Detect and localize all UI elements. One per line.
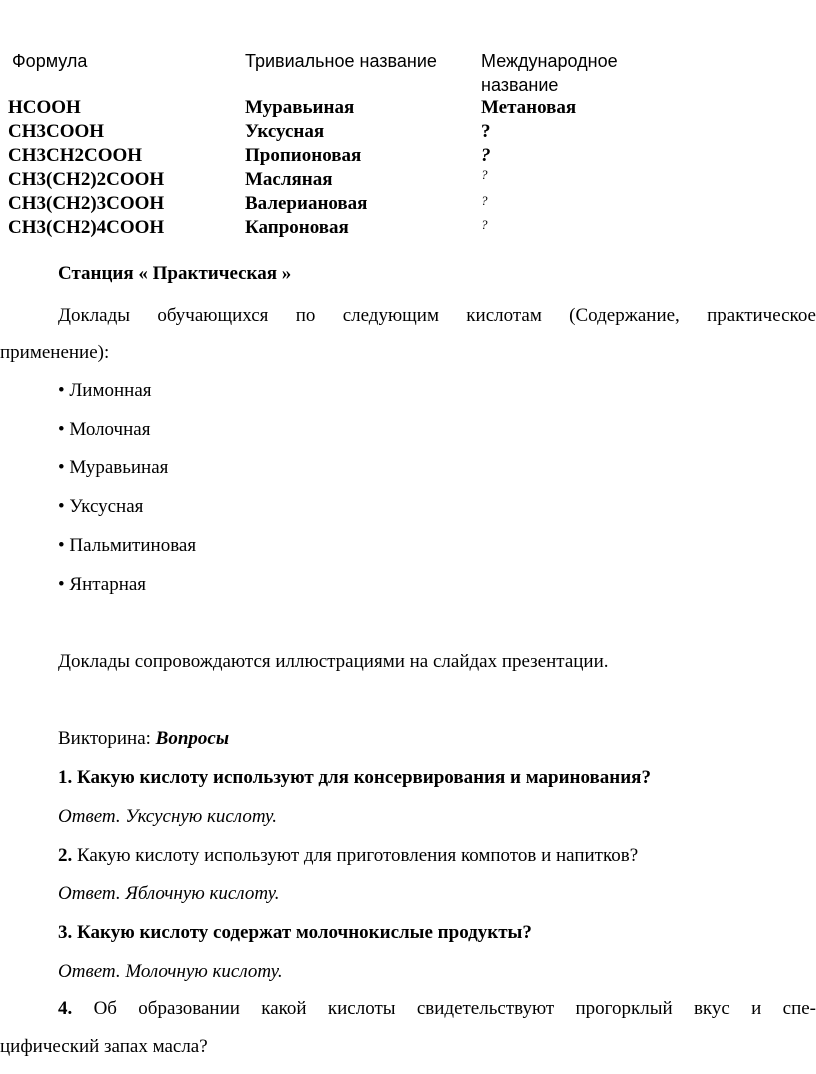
list-item: • Молочная bbox=[58, 419, 151, 440]
quiz-question-4-cont: цифический запах масла? bbox=[0, 1036, 208, 1057]
formula-cell: CH3CH2COOH bbox=[8, 145, 143, 166]
formula-cell: HCOOH bbox=[8, 97, 81, 118]
table-header-intl: Международное bbox=[481, 51, 618, 71]
trivial-name-cell: Масляная bbox=[245, 169, 333, 190]
question-number: 4. bbox=[58, 998, 73, 1019]
intl-name-cell: ? bbox=[481, 193, 488, 208]
formula-cell: CH3COOH bbox=[8, 121, 105, 142]
intl-name-cell: ? bbox=[481, 217, 488, 232]
list-item: • Янтарная bbox=[58, 574, 147, 595]
intl-name-cell: ? bbox=[481, 167, 488, 182]
trivial-name-cell: Уксусная bbox=[245, 121, 325, 142]
table-header-formula: Формула bbox=[12, 51, 88, 71]
presentation-note: Доклады сопровождаются иллюстрациями на слайдах презентации. bbox=[58, 651, 609, 672]
intro-paragraph-cont: применение): bbox=[0, 342, 110, 363]
table-row bbox=[0, 169, 816, 193]
quiz-answer-1: Ответ. Уксусную кислоту. bbox=[58, 806, 278, 827]
trivial-name-cell: Муравьиная bbox=[245, 97, 355, 118]
quiz-answer-3: Ответ. Молочную кислоту. bbox=[58, 961, 283, 982]
quiz-label bbox=[58, 727, 229, 751]
quiz-answer-2: Ответ. Яблочную кислоту. bbox=[58, 883, 280, 904]
list-item: • Пальмитиновая bbox=[58, 535, 197, 556]
list-item: • Уксусная bbox=[58, 496, 144, 517]
quiz-label-text: Викторина: bbox=[58, 728, 156, 749]
section-heading: Станция « Практическая » bbox=[58, 263, 292, 284]
list-item: • Лимонная bbox=[58, 380, 152, 401]
table-header-intl-cont: название bbox=[481, 75, 559, 95]
table-row bbox=[0, 145, 816, 169]
trivial-name-cell: Пропионовая bbox=[245, 145, 362, 166]
table-row bbox=[0, 97, 816, 121]
quiz-label-emphasis: Вопросы bbox=[155, 728, 230, 749]
quiz-question-3: 3. Какую кислоту содержат молочнокислые продукты? bbox=[58, 922, 532, 943]
intl-name-cell: Метановая bbox=[481, 97, 577, 118]
intl-name-cell: ? bbox=[481, 145, 491, 166]
quiz-question-1: 1. Какую кислоту используют для консервирования и маринования? bbox=[58, 767, 651, 788]
quiz-question-4 bbox=[58, 998, 816, 1020]
table-row bbox=[0, 121, 816, 145]
question-text: Какую кислоту используют для приготовления компотов и напитков? bbox=[72, 845, 639, 866]
table-row bbox=[0, 193, 816, 217]
formula-cell: CH3(CH2)3COOH bbox=[8, 193, 165, 214]
intro-paragraph: Доклады обучающихся по следующим кислотам (Содержание, практическое bbox=[58, 305, 816, 326]
formula-cell: CH3(CH2)2COOH bbox=[8, 169, 165, 190]
trivial-name-cell: Капроновая bbox=[245, 217, 349, 238]
list-item: • Муравьиная bbox=[58, 457, 169, 478]
question-text: Об образовании какой кислоты свидетельствуют прогорклый вкус и спе- bbox=[72, 998, 816, 1019]
quiz-question-2 bbox=[58, 844, 638, 868]
intl-name-cell: ? bbox=[481, 121, 491, 142]
table-row bbox=[0, 217, 816, 241]
formula-cell: CH3(CH2)4COOH bbox=[8, 217, 165, 238]
table-header-trivial: Тривиальное название bbox=[245, 51, 437, 71]
question-number: 2. bbox=[58, 845, 73, 866]
trivial-name-cell: Валериановая bbox=[245, 193, 368, 214]
